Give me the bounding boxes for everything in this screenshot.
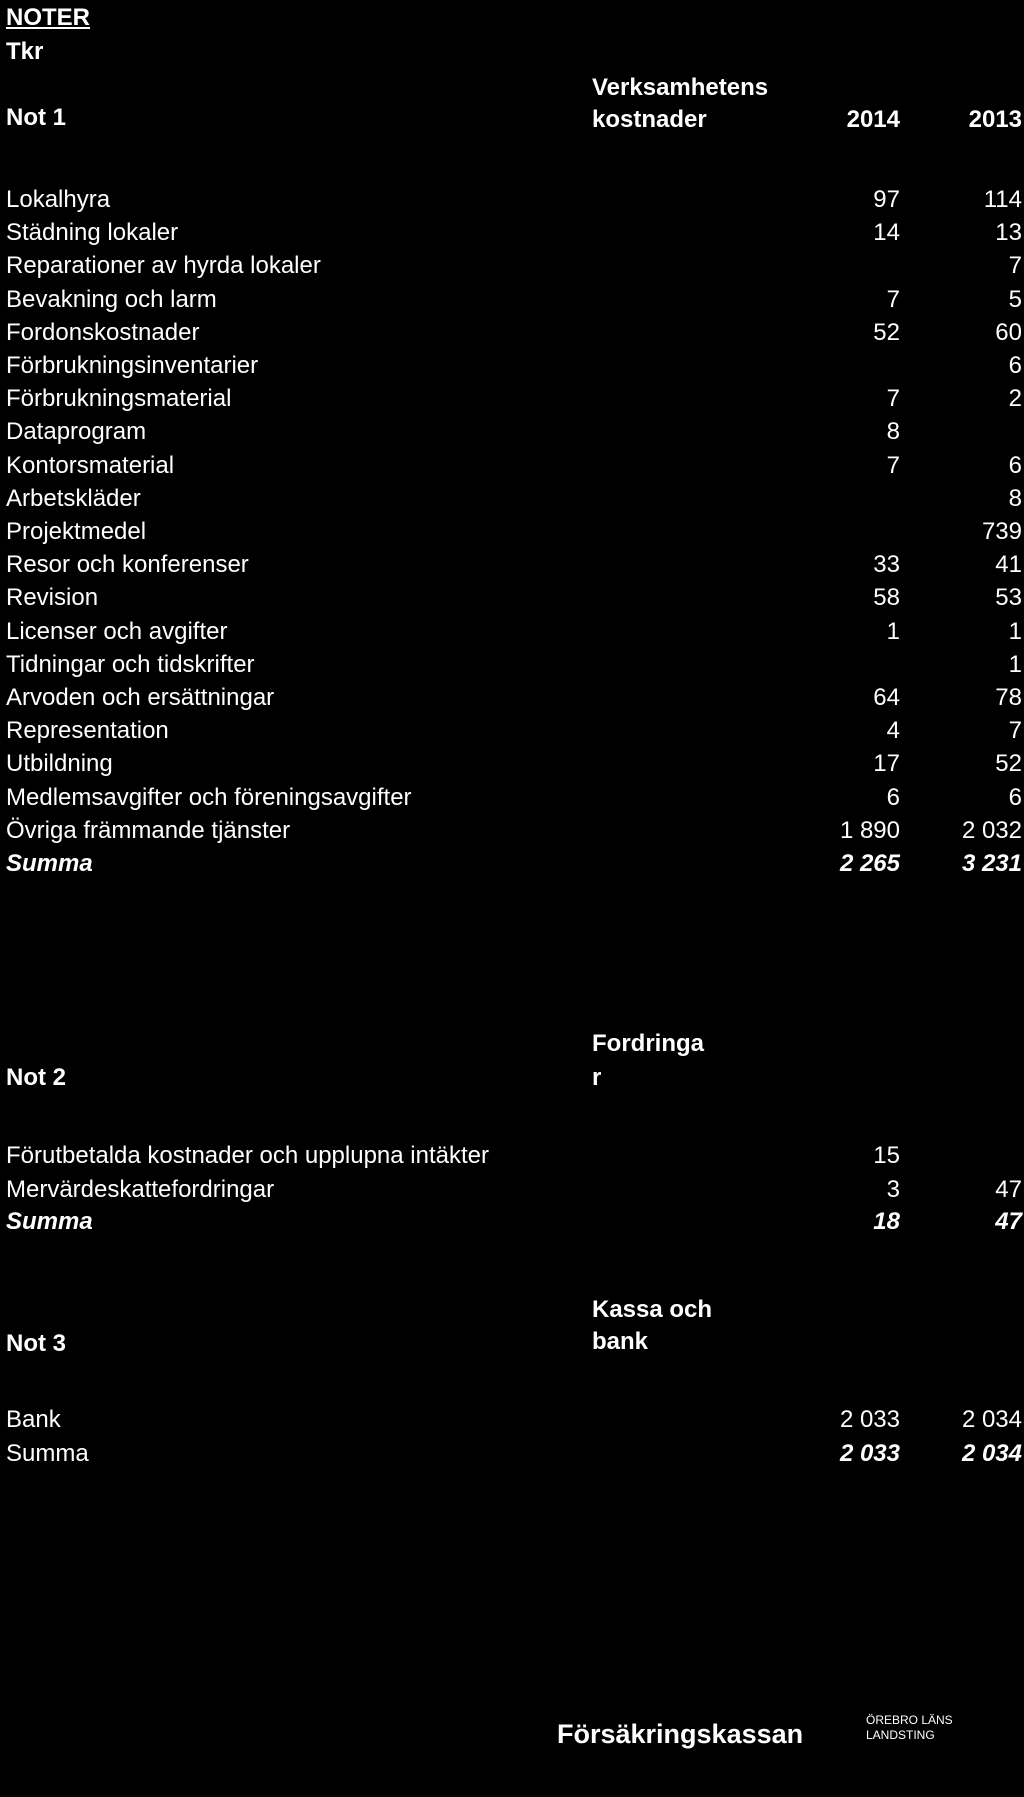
value-2013: 78 [995, 684, 1022, 711]
forsakringskassan-logo: Försäkringskassan [557, 1719, 804, 1749]
value-2014: 64 [873, 684, 900, 711]
sum-label: Summa [6, 850, 93, 877]
row-label: Fordonskostnader [6, 318, 200, 346]
value-2013: 2 034 [961, 1406, 1022, 1433]
value-2013: 6 [1008, 451, 1022, 479]
row-label: Förutbetalda kostnader och upplupna intäkter [6, 1142, 489, 1169]
value-2013: 739 [981, 518, 1022, 545]
value-2014: 4 [886, 717, 900, 745]
note1-label: Not 1 [6, 104, 66, 131]
value-2013: 7 [1008, 252, 1022, 280]
value-2014: 58 [873, 584, 900, 612]
sum-2014: 18 [873, 1208, 900, 1235]
note2-label: Not 2 [6, 1064, 66, 1091]
value-2014: 97 [873, 186, 900, 213]
row-label: Övriga främmande tjänster [6, 816, 291, 844]
row-label: Reparationer av hyrda lokaler [6, 252, 321, 280]
value-2013: 1 [1008, 650, 1022, 678]
note2-heading-line1: Fordringa [592, 1030, 704, 1057]
sum-label: Summa [6, 1440, 89, 1467]
row-label: Arvoden och ersättningar [6, 684, 275, 711]
sum-2014: 2 265 [839, 850, 900, 877]
value-2013: 6 [1008, 352, 1022, 379]
row-label: Bank [6, 1406, 61, 1433]
value-2013: 1 [1008, 617, 1022, 645]
note3-label: Not 3 [6, 1330, 66, 1357]
value-2014: 7 [886, 451, 900, 479]
value-2013: 52 [995, 750, 1022, 778]
row-label: Städning lokaler [6, 219, 179, 247]
sum-2013: 2 034 [961, 1440, 1022, 1467]
row-label: Förbrukningsinventarier [6, 352, 259, 379]
note1-heading-line2: kostnader [592, 106, 707, 133]
value-2014: 14 [873, 219, 900, 247]
value-2013: 7 [1008, 717, 1022, 745]
value-2014: 52 [873, 318, 900, 346]
value-2013: 2 032 [961, 816, 1022, 844]
row-label: Mervärdeskattefordringar [6, 1176, 275, 1203]
value-2014: 3 [886, 1176, 900, 1203]
value-2014: 15 [873, 1142, 900, 1169]
row-label: Lokalhyra [6, 186, 111, 213]
row-label: Resor och konferenser [6, 551, 249, 579]
value-2013: 6 [1008, 783, 1022, 811]
sum-2014: 2 033 [839, 1440, 900, 1467]
column-header-2013: 2013 [968, 106, 1022, 133]
value-2014: 2 033 [839, 1406, 900, 1433]
sum-label: Summa [6, 1208, 93, 1235]
orebro-lans-landsting-logo [866, 1713, 953, 1743]
value-2014: 7 [886, 285, 900, 313]
value-2014: 7 [886, 385, 900, 413]
value-2013: 2 [1008, 385, 1022, 413]
note2-heading-line2: r [592, 1064, 602, 1091]
row-label: Licenser och avgifter [6, 617, 228, 645]
value-2014: 1 [886, 617, 900, 645]
value-2014: 6 [886, 783, 900, 811]
note3-heading-line2: bank [592, 1328, 649, 1355]
value-2013: 41 [995, 551, 1022, 579]
value-2013: 53 [995, 584, 1022, 612]
row-label: Bevakning och larm [6, 285, 217, 313]
value-2014: 33 [873, 551, 900, 579]
value-2014: 1 890 [839, 816, 900, 844]
value-2013: 13 [995, 219, 1022, 247]
value-2014: 17 [873, 750, 900, 778]
column-header-2014: 2014 [846, 106, 900, 133]
value-2013: 5 [1008, 285, 1022, 313]
row-label: Utbildning [6, 750, 113, 778]
value-2013: 60 [995, 318, 1022, 346]
row-label: Förbrukningsmaterial [6, 385, 232, 413]
row-label: Projektmedel [6, 518, 147, 545]
logo-line1: ÖREBRO LÄNS [866, 1713, 953, 1727]
row-label: Arbetskläder [6, 484, 141, 512]
row-label: Medlemsavgifter och föreningsavgifter [6, 783, 412, 811]
note1-heading-line1: Verksamhetens [592, 74, 769, 101]
value-2014: 8 [886, 418, 900, 446]
note3-heading-line1: Kassa och [592, 1296, 713, 1323]
value-2013: 114 [983, 186, 1022, 213]
value-2013: 8 [1008, 484, 1022, 512]
row-label: Dataprogram [6, 418, 147, 446]
sum-2013: 47 [995, 1208, 1022, 1235]
page-title: NOTER [6, 4, 90, 31]
row-label: Revision [6, 584, 99, 612]
row-label: Representation [6, 717, 169, 745]
unit-label: Tkr [6, 38, 44, 65]
value-2013: 47 [995, 1176, 1022, 1203]
sum-2013: 3 231 [961, 850, 1022, 877]
logo-line2: LANDSTING [866, 1728, 935, 1742]
row-label: Kontorsmaterial [6, 451, 175, 479]
row-label: Tidningar och tidskrifter [6, 650, 255, 678]
